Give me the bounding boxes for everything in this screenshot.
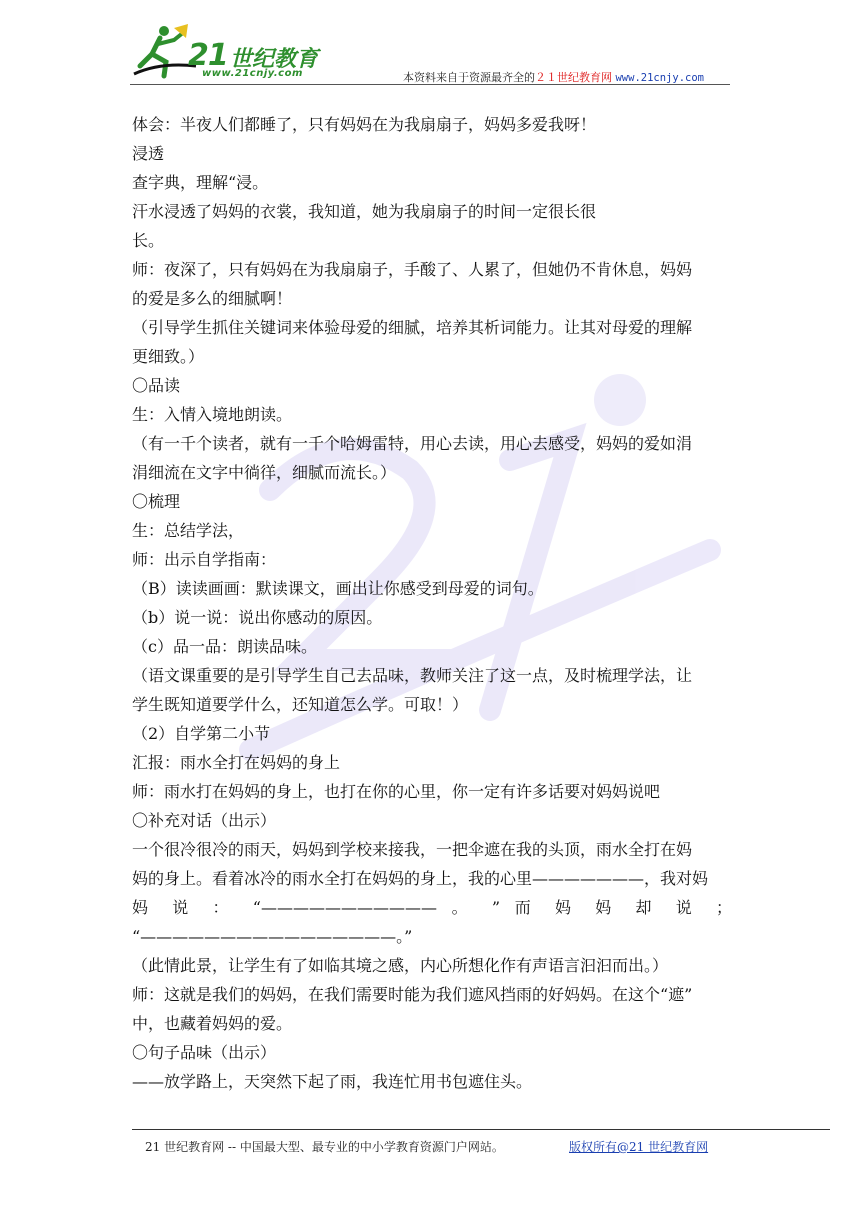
text-line: 师：这就是我们的妈妈，在我们需要时能为我们遮风挡雨的好妈妈。在这个“遮”: [132, 985, 693, 1004]
site-logo[interactable]: [130, 22, 340, 84]
text-line: 中，也藏着妈妈的爱。: [132, 1014, 293, 1033]
text-line: 的爱是多么的细腻啊！: [132, 289, 293, 308]
section-heading: 〇句子品味（出示）: [132, 1043, 277, 1062]
text-line: 师：夜深了，只有妈妈在为我扇扇子，手酸了、人累了，但她仍不肯休息，妈妈: [132, 260, 693, 279]
text-line: 生：入情入境地朗读。: [132, 405, 293, 424]
page-header: [130, 22, 730, 84]
text-line: 生：总结学法，: [132, 521, 245, 540]
text-line: 更细致。）: [132, 347, 205, 366]
text-line: 查字典，理解“浸。: [132, 173, 269, 192]
text-line: 一个很冷很冷的雨天，妈妈到学校来接我，一把伞遮在我的头顶，雨水全打在妈: [132, 840, 693, 859]
logo-number: 21: [188, 38, 228, 73]
header-tagline: [403, 69, 704, 85]
text-line: 长。: [132, 231, 165, 250]
logo-name: 世纪教育: [230, 47, 319, 72]
text-line: （2）自学第二小节: [132, 724, 271, 743]
section-heading: 〇补充对话（出示）: [132, 811, 277, 830]
text-line: 学生既知道要学什么，还知道怎么学。可取！）: [132, 695, 469, 714]
text-line: （有一千个读者，就有一千个哈姆雷特，用心去读，用心去感受，妈妈的爱如涓: [132, 434, 693, 453]
page-footer: [145, 1138, 709, 1155]
text-line: 妈的身上。看着冰冷的雨水全打在妈妈的身上，我的心里———————，我对妈: [132, 869, 709, 888]
tagline-prefix: 本资料来自于资源最齐全的: [402, 71, 535, 84]
footer-text: 21 世纪教育网 -- 中国最大型、最专业的中小学教育资源门户网站。: [145, 1140, 504, 1154]
text-line: 师：出示自学指南：: [132, 550, 277, 569]
text-line: 师：雨水打在妈妈的身上，也打在你的心里，你一定有许多话要对妈妈说吧: [132, 782, 661, 801]
text-line: 汗水浸透了妈妈的衣裳，我知道，她为我扇扇子的时间一定很长很: [132, 202, 597, 221]
copyright-link[interactable]: 版权所有@21 世纪教育网: [569, 1140, 709, 1154]
footer-divider: [132, 1129, 830, 1130]
text-line: （语文课重要的是引导学生自己去品味，教师关注了这一点，及时梳理学法，让: [132, 666, 693, 685]
text-line: （此情此景，让学生有了如临其境之感，内心所想化作有声语言汩汩而出。）: [132, 956, 669, 975]
text-line: 浸透: [132, 144, 165, 163]
text-line: （b）说一说：说出你感动的原因。: [132, 608, 383, 627]
text-line: 妈 说 ： “——————————— 。 ” 而 妈 妈 却 说 ；: [132, 898, 732, 917]
logo-url: www.21cnjy.com: [202, 68, 303, 79]
text-line: （c）品一品：朗读品味。: [132, 637, 317, 656]
section-heading: 〇品读: [132, 376, 181, 395]
tagline-site-link[interactable]: ２１世纪教育网: [534, 71, 612, 84]
text-line: ——放学路上，天突然下起了雨，我连忙用书包遮住头。: [132, 1072, 533, 1091]
text-line: （B）读读画画：默读课文，画出让你感受到母爱的词句。: [132, 579, 544, 598]
text-line: （引导学生抓住关键词来体验母爱的细腻，培养其析词能力。让其对母爱的理解: [132, 318, 693, 337]
text-line: 涓细流在文字中徜徉，细腻而流长。）: [132, 463, 397, 482]
document-body: [132, 110, 732, 1096]
tagline-url-link[interactable]: www.21cnjy.com: [615, 72, 704, 84]
header-divider: [130, 84, 730, 85]
section-heading: 〇梳理: [132, 492, 181, 511]
text-line: 体会：半夜人们都睡了，只有妈妈在为我扇扇子，妈妈多爱我呀！: [132, 115, 597, 134]
text-line: 汇报：雨水全打在妈妈的身上: [132, 753, 341, 772]
text-line: “————————————————。”: [132, 927, 413, 946]
